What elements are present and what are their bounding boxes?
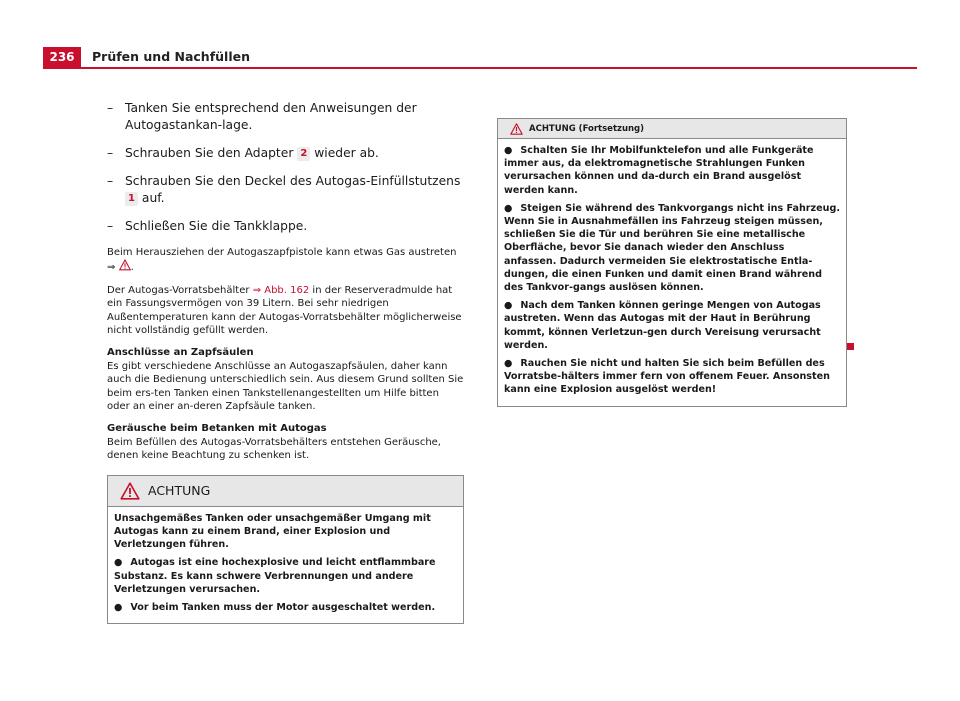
step-dash: – (107, 174, 114, 188)
warning-box-header (108, 476, 463, 507)
step-item (107, 173, 464, 207)
paragraph-text: Beim Befüllen des Autogas-Vorratsbehälters entstehen Geräusche, denen keine Beachtung zu schenken ist. (107, 436, 441, 462)
warning-bullet-text: Autogas ist eine hochexplosive und leicht entflammbare Substanz. Es kann schwere Verbrennungen und andere Verletzungen verursachen. (114, 557, 436, 595)
tank-capacity-paragraph (107, 284, 464, 338)
step-item (107, 100, 464, 134)
warning-bullet-text: Vor beim Tanken muss der Motor ausgeschaltet werden. (130, 601, 436, 613)
warning-bullet (114, 601, 457, 614)
paragraph-text: . (130, 262, 134, 274)
step-dash: – (107, 101, 114, 115)
callout-number-badge: 1 (125, 192, 138, 206)
warning-box-body (108, 507, 463, 623)
section-end-marker (847, 343, 854, 350)
warning-box-continued (497, 118, 847, 407)
warning-bullet-text: Rauchen Sie nicht und halten Sie sich beim Befüllen des Vorratsbe-hälters immer fern von offenem Feuer. Ansonsten kann eine Explosion ausgelöst werden! (504, 358, 830, 396)
connections-section (107, 346, 464, 413)
bullet-icon: ● (114, 557, 123, 569)
warning-link-icon[interactable] (119, 259, 131, 271)
warning-box (107, 475, 464, 624)
gas-release-note (107, 246, 464, 275)
left-column (107, 100, 464, 624)
step-item (107, 145, 464, 162)
warning-bullet-text: Steigen Sie während des Tankvorgangs nicht ins Fahrzeug. Wenn Sie in Ausnahmefällen ins Fahrzeug steigen müssen, schließen Sie die Tür und berühren Sie eine metallische Oberfläche, bevor Sie danach wieder den Anschluss anfassen. Dadurch vermeiden Sie elektrostatische Entla-dungen, die einen Funken und damit einen Brand während des Tankvor-gangs auslösen können. (504, 202, 840, 294)
warning-bullet-text: Schalten Sie Ihr Mobilfunktelefon und alle Funkgeräte immer aus, da elektromagnetische Strahlungen Funken verursachen können und da-durch ein Brand ausgelöst werden kann. (504, 145, 814, 196)
warning-triangle-icon (120, 482, 140, 500)
right-column (497, 118, 847, 407)
bullet-icon: ● (504, 202, 513, 214)
warning-bullet (504, 299, 840, 352)
warning-title: ACHTUNG (Fortsetzung) (529, 123, 645, 134)
page-header (43, 47, 917, 69)
warning-title: ACHTUNG (148, 483, 211, 499)
warning-bullet (114, 556, 457, 596)
warning-bullet (504, 202, 840, 294)
step-text: wieder ab. (314, 146, 379, 160)
step-text: auf. (141, 191, 165, 205)
chapter-title: Prüfen und Nachfüllen (92, 49, 250, 64)
section-heading: Anschlüsse an Zapfsäulen (107, 347, 254, 359)
step-text: Schrauben Sie den Adapter (125, 146, 294, 160)
step-dash: – (107, 219, 114, 233)
figure-reference-link[interactable]: ⇒ Abb. 162 (252, 284, 310, 296)
warning-bullet (504, 357, 840, 397)
step-text: Schrauben Sie den Deckel des Autogas-Einfüllstutzens (125, 174, 461, 188)
paragraph-text: Der Autogas-Vorratsbehälter (107, 284, 250, 296)
step-text: Tanken Sie entsprechend den Anweisungen der Autogastankan-lage. (125, 101, 417, 132)
page-number: 236 (43, 47, 81, 67)
bullet-icon: ● (504, 300, 513, 312)
step-dash: – (107, 146, 114, 160)
paragraph-text: Beim Herausziehen der Autogaszapfpistole kann etwas Gas austreten ⇒ (107, 247, 457, 274)
paragraph-text: in der Reserveradmulde hat ein Fassungsvermögen von 39 Litern. Bei sehr niedrigen Außentemperaturen kann der Autogas-Vorratsbehälter möglicherweise nicht vollständig gefüllt werden. (107, 284, 462, 337)
callout-number-badge: 2 (297, 147, 310, 161)
warning-bullet-text: Nach dem Tanken können geringe Mengen von Autogas austreten. Wenn das Autogas mit der Haut in Berührung kommt, können Verletzun-gen durch Vereisung verursacht werden. (504, 300, 821, 351)
warning-intro: Unsachgemäßes Tanken oder unsachgemäßer Umgang mit Autogas kann zu einem Brand, einer Explosion und Verletzungen führen. (114, 512, 431, 551)
paragraph-text: Es gibt verschiedene Anschlüsse an Autogaszapfsäulen, daher kann auch die Bedienung unterschiedlich sein. Aus diesem Grund sollten Sie beim ers-ten Tanken einen Tankstellenangestellten um Hilfe bitten oder an einer an-deren Zapfsäule tanken. (107, 360, 464, 413)
step-text: Schließen Sie die Tankklappe. (125, 219, 308, 233)
section-heading: Geräusche beim Betanken mit Autogas (107, 423, 327, 435)
bullet-icon: ● (504, 145, 513, 156)
bullet-icon: ● (114, 601, 123, 613)
warning-bullet (504, 144, 840, 197)
noise-section (107, 422, 464, 462)
warning-triangle-icon (510, 123, 523, 135)
step-item (107, 218, 464, 235)
warning-box-header (498, 119, 846, 139)
warning-box-body (498, 139, 846, 406)
bullet-icon: ● (504, 358, 513, 370)
